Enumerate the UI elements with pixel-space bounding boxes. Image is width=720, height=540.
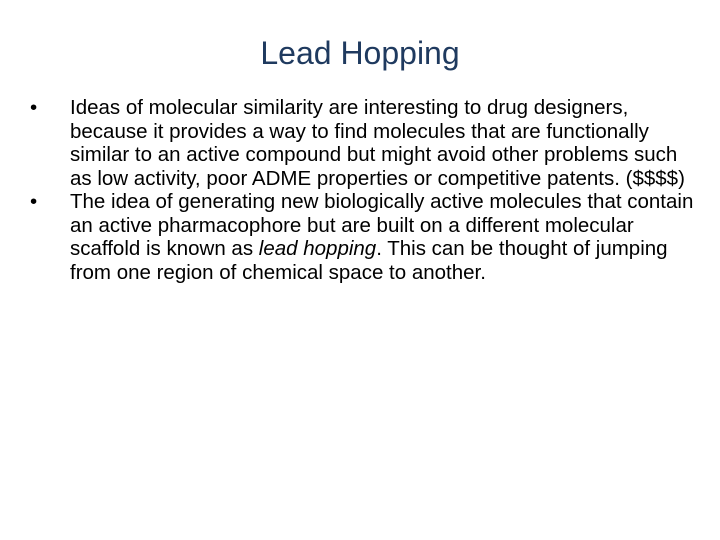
bullet-text: Ideas of molecular similarity are interesting to drug designers, because it provides a way to find molecules that are functionally similar to an active compound but might avoid other problems such as low activity, poor ADME properties or competitive patents. ($$$$) xyxy=(70,96,685,190)
bullet-emphasis-term: lead hopping xyxy=(258,237,377,260)
bullet-item-lead-hopping xyxy=(30,190,700,284)
bullet-list xyxy=(30,96,700,284)
bullet-text-after: . This can be thought of jumping from one region of chemical space to another. xyxy=(70,237,668,284)
bullet-marker: • xyxy=(30,96,38,119)
bullet-text-before: The idea of generating new biologically active molecules that contain an active pharmacophore but are built on a different molecular scaffold is known as xyxy=(70,190,694,260)
bullet-item-molecular-similarity xyxy=(30,96,700,190)
slide-title: Lead Hopping xyxy=(260,35,460,71)
bullet-marker: • xyxy=(30,190,38,213)
